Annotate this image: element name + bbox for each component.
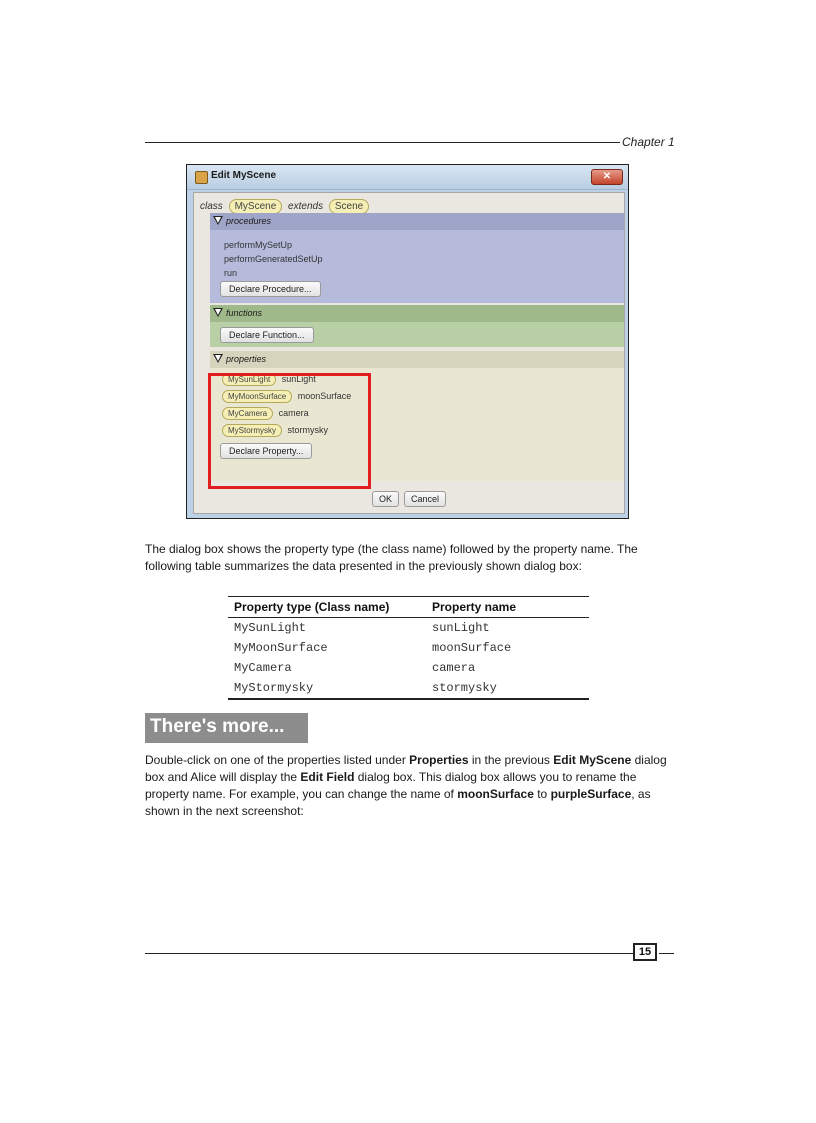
collapse-triangle-icon[interactable] (213, 308, 223, 317)
cancel-button[interactable]: Cancel (404, 491, 446, 507)
property-type-pill[interactable]: MyStormysky (222, 424, 282, 437)
footer-rule (145, 953, 633, 954)
text-run: dialog box and Alice will display the (145, 753, 667, 784)
declare-property-button[interactable]: Declare Property... (220, 443, 312, 459)
table-row (228, 618, 589, 639)
functions-header[interactable] (210, 305, 624, 322)
table-cell: MyStormysky (228, 678, 426, 699)
class-declaration (200, 199, 372, 214)
table-cell: MyMoonSurface (234, 641, 328, 655)
section-heading-box (145, 713, 308, 743)
procedures-section (210, 213, 624, 303)
footer-rule-right (659, 953, 674, 954)
properties-header[interactable] (210, 351, 624, 368)
properties-table (228, 596, 589, 700)
bold-term: Properties (409, 753, 469, 767)
property-name: stormysky (287, 425, 329, 435)
class-name-pill[interactable]: MyScene (229, 199, 283, 214)
base-class-pill[interactable]: Scene (329, 199, 369, 214)
dialog-title: Edit MyScene (211, 170, 277, 181)
bold-term: Edit MyScene (553, 753, 632, 767)
column-header: Property name (426, 597, 589, 618)
table-cell: MyCamera (234, 661, 292, 675)
text-run: to (533, 787, 551, 801)
header-rule (145, 142, 620, 143)
properties-label: properties (226, 354, 267, 364)
bold-term: Edit Field (300, 770, 355, 784)
intro-paragraph: The dialog box shows the property type (the class name) followed by the property name. The following table summarizes the data presented in the previously shown dialog box: (145, 542, 638, 573)
property-type-pill[interactable]: MyCamera (222, 407, 273, 420)
property-type-pill[interactable]: MySunLight (222, 373, 276, 386)
close-button[interactable]: ✕ (591, 169, 623, 185)
table-row (228, 658, 589, 678)
procedure-item[interactable]: performMySetUp (224, 240, 293, 250)
functions-section (210, 305, 624, 347)
bold-term: purpleSurface (550, 787, 632, 801)
page-number: 15 (633, 943, 657, 961)
table-cell: stormysky (426, 678, 589, 699)
table-row (228, 638, 589, 658)
collapse-triangle-icon[interactable] (213, 354, 223, 363)
procedure-item[interactable]: run (224, 268, 238, 278)
property-name: camera (278, 408, 309, 418)
dialog-titlebar (187, 165, 628, 190)
procedure-item[interactable]: performGeneratedSetUp (224, 254, 323, 264)
text-run: Double-click on one of the properties listed under (145, 753, 410, 767)
text-run: dialog box. This dialog box allows you to rename the property name. For example, you can change the name of (145, 770, 637, 801)
class-keyword: class (200, 201, 223, 212)
property-type-pill[interactable]: MyMoonSurface (222, 390, 292, 403)
chapter-label: Chapter 1 (622, 135, 675, 149)
extends-keyword: extends (288, 201, 324, 212)
properties-highlight-box (208, 373, 371, 489)
collapse-triangle-icon[interactable] (213, 216, 223, 225)
table-header-row (228, 597, 589, 618)
text-run: in the previous (468, 753, 554, 767)
dialog-screenshot (186, 164, 629, 519)
dialog-panel (193, 192, 625, 514)
bold-term: moonSurface (457, 787, 534, 801)
section-heading: There's more... (150, 716, 285, 737)
table-cell: camera (432, 661, 476, 675)
more-paragraph (145, 752, 675, 820)
text-run: , as shown in the next screenshot: (145, 787, 651, 818)
table-row (228, 678, 589, 699)
declare-function-button[interactable]: Declare Function... (220, 327, 314, 343)
app-icon (195, 171, 208, 184)
property-name: moonSurface (297, 391, 352, 401)
column-header: Property type (Class name) (228, 597, 426, 618)
table-cell: moonSurface (432, 641, 512, 655)
procedures-header[interactable] (210, 213, 624, 230)
declare-procedure-button[interactable]: Declare Procedure... (220, 281, 321, 297)
functions-label: functions (226, 308, 263, 318)
table-cell: MySunLight (234, 621, 307, 635)
table-cell: sunLight (432, 621, 490, 635)
property-name: sunLight (281, 374, 316, 384)
ok-button[interactable]: OK (372, 491, 399, 507)
procedures-label: procedures (226, 216, 272, 226)
